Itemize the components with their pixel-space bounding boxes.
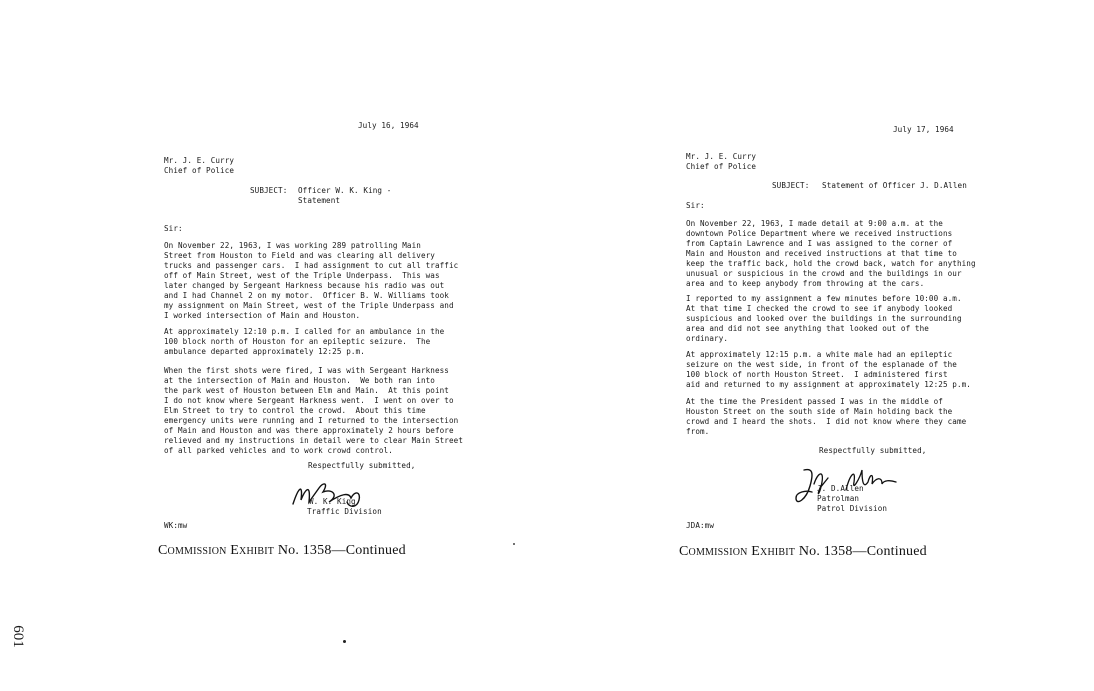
right-subject-text: Statement of Officer J. D.Allen xyxy=(822,181,967,190)
right-caption-number: No. 1358—Continued xyxy=(798,544,927,559)
text-line: At approximately 12:10 p.m. I called for an ambulance in the xyxy=(164,327,445,336)
text-line: at the intersection of Main and Houston. We both ran into xyxy=(164,376,435,385)
text-line: of Main and Houston and was there approximately 2 hours before xyxy=(164,426,454,435)
text-line: downtown Police Department where we received instructions xyxy=(686,229,953,238)
right-addressee-name: Mr. J. E. Curry xyxy=(686,152,757,161)
right-paragraph-2 xyxy=(686,294,962,344)
right-addressee-title: Chief of Police xyxy=(686,162,757,171)
left-date: July 16, 1964 xyxy=(358,121,419,130)
text-line: keep the traffic back, hold the crowd back, watch for anything xyxy=(686,259,976,268)
left-subject-label: SUBJECT: xyxy=(250,186,288,195)
text-line: of all parked vehicles and to work crowd control. xyxy=(164,446,393,455)
text-line: I worked intersection of Main and Houston. xyxy=(164,311,361,320)
right-paragraph-3 xyxy=(686,350,971,390)
right-caption xyxy=(679,544,927,559)
right-subject xyxy=(772,181,967,191)
text-line: later changed by Sergeant Harkness because his radio was out xyxy=(164,281,445,290)
right-subject-label: SUBJECT: xyxy=(772,181,810,190)
text-line: When the first shots were fired, I was with Sergeant Harkness xyxy=(164,366,449,375)
text-line: off of Main Street, west of the Triple Underpass. This was xyxy=(164,271,440,280)
left-caption-prefix: Commission Exhibit xyxy=(158,543,275,558)
text-line: ordinary. xyxy=(686,334,729,343)
text-line: unusual or suspicious in the crowd and the buildings in our xyxy=(686,269,962,278)
right-date: July 17, 1964 xyxy=(893,125,954,134)
left-addressee-title: Chief of Police xyxy=(164,166,235,175)
right-signer-division: Patrol Division xyxy=(817,504,888,513)
right-addressee xyxy=(686,152,756,172)
text-line: At approximately 12:15 p.m. a white male had an epileptic xyxy=(686,350,953,359)
text-line: suspicious and looked over the buildings in the surrounding xyxy=(686,314,962,323)
right-caption-prefix: Commission Exhibit xyxy=(679,544,796,559)
text-line: Houston Street on the south side of Main holding back the xyxy=(686,407,953,416)
left-subject-line-1: Officer W. K. King - xyxy=(298,186,392,195)
right-paragraph-4 xyxy=(686,397,966,437)
text-line: 100 block of north Houston Street. I administered first xyxy=(686,370,948,379)
text-line: On November 22, 1963, I was working 289 patrolling Main xyxy=(164,241,421,250)
right-signer-name: J. D.Allen xyxy=(817,484,864,493)
text-line: Elm Street to try to control the crowd. About this time xyxy=(164,406,426,415)
text-line: and I had Channel 2 on my motor. Officer B. W. Williams took xyxy=(164,291,449,300)
scan-speck xyxy=(343,640,346,643)
text-line: aid and returned to my assignment at approximately 12:25 p.m. xyxy=(686,380,971,389)
text-line: area and to keep anybody from throwing at the cars. xyxy=(686,279,925,288)
page-number: 601 xyxy=(9,625,26,648)
text-line: seizure on the west side, in front of the esplanade of the xyxy=(686,360,957,369)
text-line: crowd and I heard the shots. I did not know where they came xyxy=(686,417,967,426)
text-line: I do not know where Sergeant Harkness went. I went on over to xyxy=(164,396,454,405)
text-line: emergency units were running and I returned to the intersection xyxy=(164,416,459,425)
left-closing: Respectfully submitted, xyxy=(308,461,416,470)
text-line: Main and Houston and received instructions at that time to xyxy=(686,249,957,258)
text-line: from. xyxy=(686,427,710,436)
text-line: On November 22, 1963, I made detail at 9:00 a.m. at the xyxy=(686,219,943,228)
right-signer-title: Patrolman xyxy=(817,494,860,503)
left-signer-name: W. K. King xyxy=(309,497,356,506)
text-line: 100 block north of Houston for an epileptic seizure. The xyxy=(164,337,431,346)
right-paragraph-1 xyxy=(686,219,976,289)
text-line: At that time I checked the crowd to see if anybody looked xyxy=(686,304,953,313)
right-closing: Respectfully submitted, xyxy=(819,446,927,455)
left-subject-line-2: Statement xyxy=(298,196,341,205)
text-line: ambulance departed approximately 12:25 p.m. xyxy=(164,347,365,356)
left-addressee-name: Mr. J. E. Curry xyxy=(164,156,235,165)
text-line: my assignment on Main Street, west of the Triple Underpass and xyxy=(164,301,454,310)
left-salutation: Sir: xyxy=(164,224,183,233)
scan-speck xyxy=(513,543,515,545)
text-line: area and did not see anything that looked out of the xyxy=(686,324,929,333)
text-line: At the time the President passed I was in the middle of xyxy=(686,397,943,406)
right-initials: JDA:mw xyxy=(686,521,715,530)
left-caption-number: No. 1358—Continued xyxy=(277,543,406,558)
left-initials: WK:mw xyxy=(164,521,188,530)
text-line: the park west of Houston between Elm and Main. At this point xyxy=(164,386,449,395)
text-line: relieved and my instructions in detail were to clear Main Street xyxy=(164,436,463,445)
left-signer-division: Traffic Division xyxy=(307,507,382,516)
text-line: I reported to my assignment a few minutes before 10:00 a.m. xyxy=(686,294,962,303)
right-salutation: Sir: xyxy=(686,201,705,210)
text-line: trucks and passenger cars. I had assignment to cut all traffic xyxy=(164,261,459,270)
text-line: from Captain Lawrence and I was assigned to the corner of xyxy=(686,239,953,248)
text-line: Street from Houston to Field and was clearing all delivery xyxy=(164,251,435,260)
